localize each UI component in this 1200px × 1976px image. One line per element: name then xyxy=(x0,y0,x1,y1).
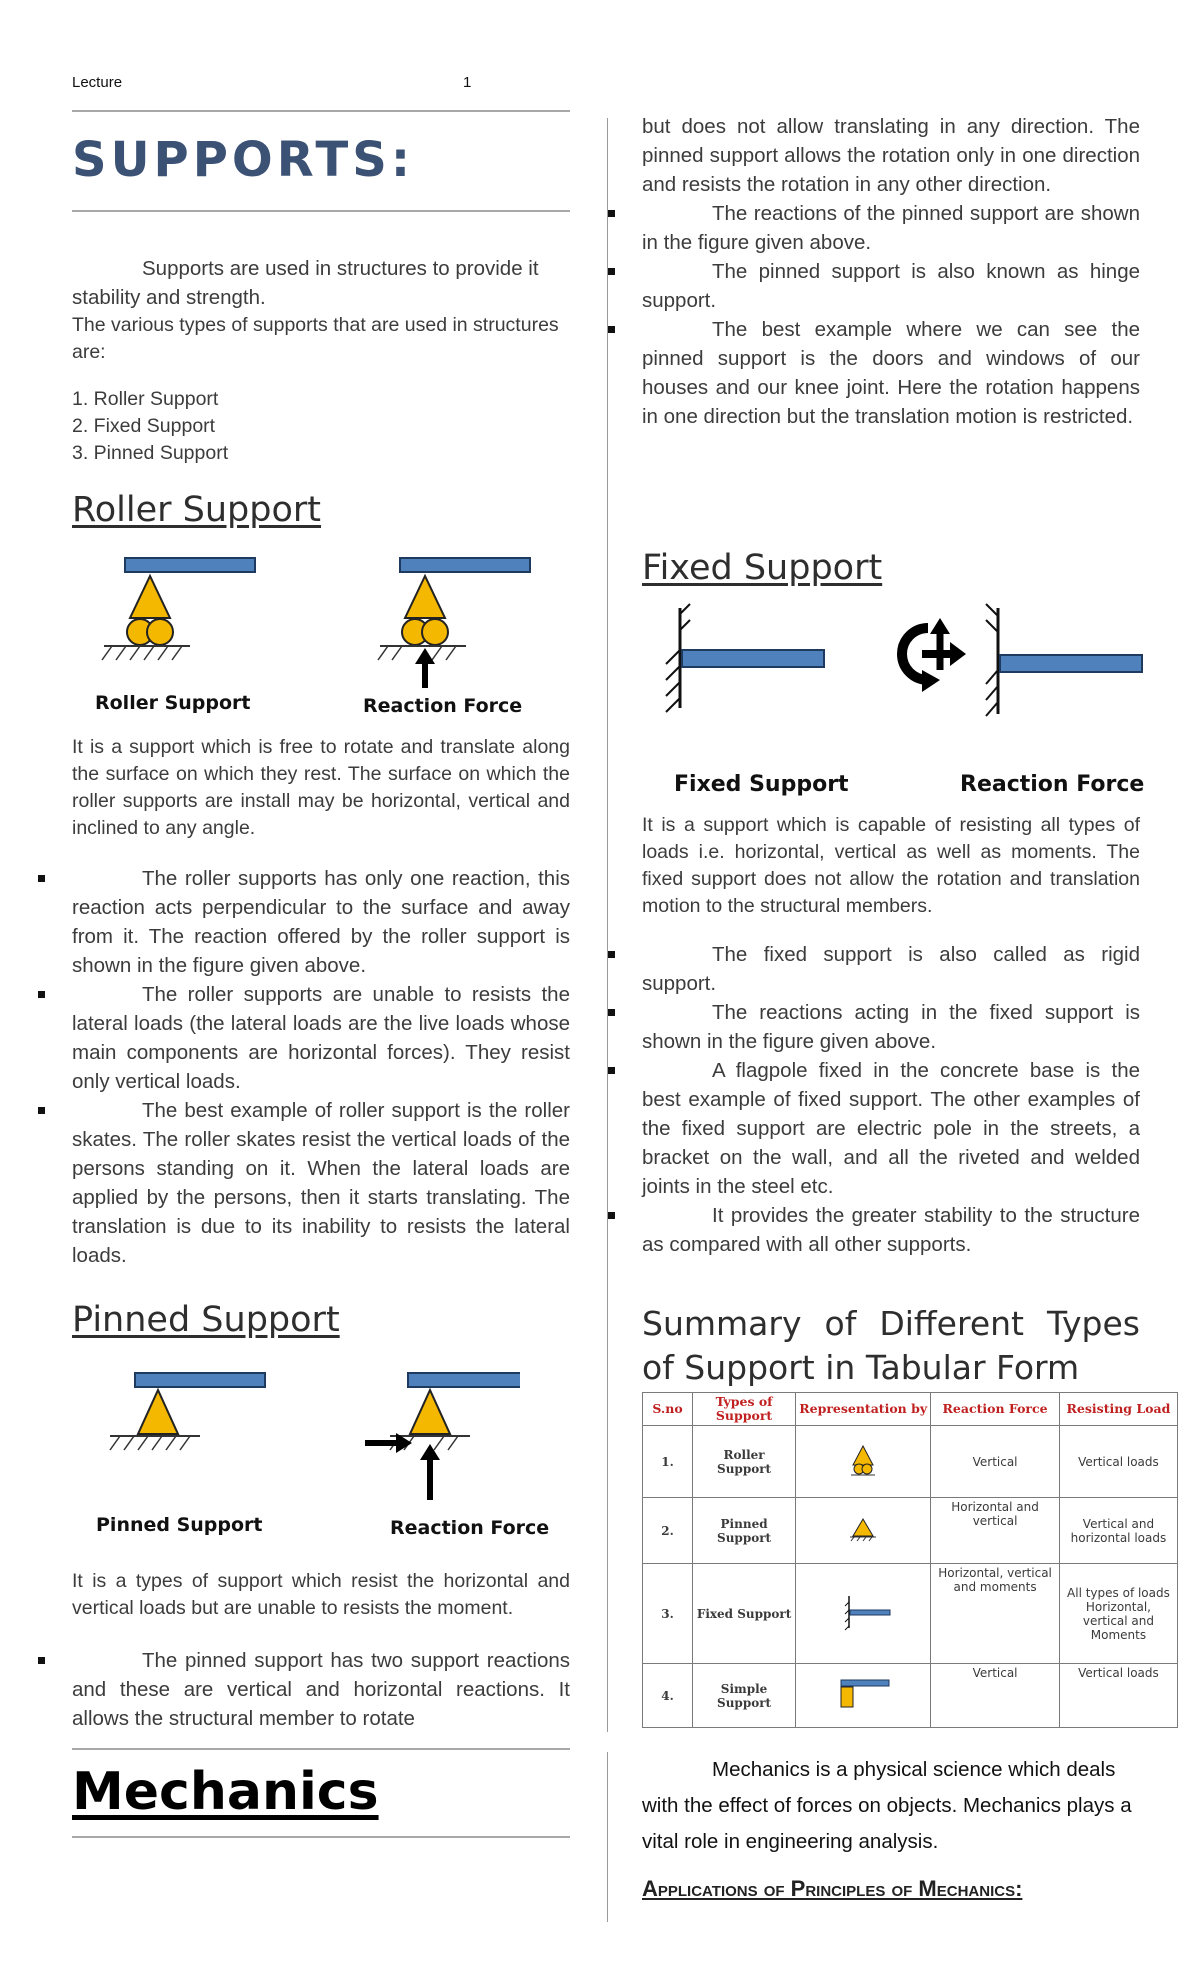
table-header: Types of Support xyxy=(692,1393,795,1426)
summary-table xyxy=(642,1392,1178,1728)
header-label: Lecture xyxy=(72,74,123,91)
table-row: 2. Pinned Support Horizontal and vertical Vertical and horizontal loads xyxy=(643,1498,1178,1564)
applications-heading: Applications of Principles of Mechanics: xyxy=(642,1876,1023,1901)
table-header: Reaction Force xyxy=(931,1393,1060,1426)
roller-caption-right: Reaction Force xyxy=(363,695,523,717)
roller-icon xyxy=(796,1426,931,1498)
roller-heading: Roller Support xyxy=(72,490,322,530)
list-item: The best example of roller support is the roller skates. The roller skates resist the vertical loads of the persons standing on it. When the lateral loads are applied by the persons, then it starts translating. The translation is due to its inability to resists the lateral loads. xyxy=(72,1096,570,1270)
pinned-figure xyxy=(100,1368,520,1518)
fixed-caption-left: Fixed Support xyxy=(674,772,849,797)
table-row: 1. Roller Support Vertical Vertical loads xyxy=(643,1426,1178,1498)
list-item: The roller supports are unable to resists the lateral loads (the lateral loads are the live loads whose main components are horizontal forces). They resist only vertical loads. xyxy=(72,980,570,1096)
pinned-caption-left: Pinned Support xyxy=(96,1514,263,1536)
pinned-icon xyxy=(796,1498,931,1564)
pinned-reaction-diagram xyxy=(365,1373,520,1500)
header-rule xyxy=(72,110,570,112)
column-divider-lower xyxy=(607,1752,608,1922)
fixed-support-diagram xyxy=(666,604,824,712)
summary-heading: Summary of Different Types of Support in Tabular Form xyxy=(642,1304,1140,1387)
pinned-support-diagram xyxy=(110,1373,265,1450)
list-item: The best example where we can see the pinned support is the doors and windows of our houses and our knee joint. Here the rotation happens in one direction but the translation motion is restricted. xyxy=(642,315,1140,431)
page-number: 1 xyxy=(463,74,472,91)
roller-support-diagram xyxy=(102,558,255,660)
roller-bullets xyxy=(72,864,570,1270)
fixed-reaction-diagram xyxy=(902,604,1142,716)
mechanics-paragraph-block xyxy=(642,1752,1142,1860)
fixed-description: It is a support which is capable of resisting all types of loads i.e. horizontal, vertical as well as moments. The fixed support does not allow the rotation and translation motion to the structural members. xyxy=(642,814,1140,917)
list-item: The pinned support is also known as hinge support. xyxy=(642,257,1140,315)
list-item: The pinned support has two support reactions and these are vertical and horizontal reactions. It allows the structural member to rotate xyxy=(72,1646,570,1733)
list-item: 1. Roller Support xyxy=(72,388,219,410)
simple-support-icon xyxy=(796,1664,931,1728)
pinned-continuation: but does not allow translating in any direction. The pinned support allows the rotation only in one direction and resists the rotation in any other direction. xyxy=(642,115,1140,196)
fixed-caption-right: Reaction Force xyxy=(960,772,1145,797)
mechanics-paragraph: Mechanics is a physical science which deals with the effect of forces on objects. Mechanics plays a vital role in engineering analysis. xyxy=(642,1758,1132,1853)
pinned-caption-right: Reaction Force xyxy=(390,1517,550,1539)
table-row: 3. Fixed Support Horizontal, vertical and moments All types of loads Horizontal, vertical and Moments xyxy=(643,1564,1178,1664)
list-item: 2. Fixed Support xyxy=(72,415,216,437)
mechanics-title: Mechanics xyxy=(72,1762,379,1822)
mechanics-rule-bottom xyxy=(72,1836,570,1838)
pinned-continuation-block xyxy=(642,112,1140,431)
list-item: The fixed support is also called as rigid support. xyxy=(642,940,1140,998)
page-title: SUPPORTS: xyxy=(72,132,415,188)
table-header: Resisting Load xyxy=(1059,1393,1177,1426)
list-item: The reactions of the pinned support are shown in the figure given above. xyxy=(642,199,1140,257)
roller-caption-left: Roller Support xyxy=(95,692,251,714)
column-divider xyxy=(607,118,608,1732)
list-item: The roller supports has only one reaction, this reaction acts perpendicular to the surface and away from it. The reaction offered by the roller support is shown in the figure given above. xyxy=(72,864,570,980)
pinned-description: It is a types of support which resist the horizontal and vertical loads but are unable to resists the moment. xyxy=(72,1570,570,1619)
table-row: 4. Simple Support Vertical Vertical loads xyxy=(643,1664,1178,1728)
title-rule xyxy=(72,210,570,212)
fixed-heading: Fixed Support xyxy=(642,548,883,588)
table-header: Representation by xyxy=(796,1393,931,1426)
intro-types-text: The various types of supports that are used in structures are: xyxy=(72,314,559,363)
intro-block xyxy=(72,254,570,467)
intro-paragraph: Supports are used in structures to provide it stability and strength. xyxy=(72,257,539,309)
table-header: S.no xyxy=(643,1393,693,1426)
fixed-bullets xyxy=(642,940,1140,1259)
mechanics-rule-top xyxy=(72,1748,570,1750)
list-item: It provides the greater stability to the structure as compared with all other supports. xyxy=(642,1201,1140,1259)
roller-reaction-diagram xyxy=(378,558,530,688)
fixed-icon xyxy=(796,1564,931,1664)
list-item: A flagpole fixed in the concrete base is the best example of fixed support. The other examples of the fixed support are electric pole in the streets, a bracket on the wall, and all the riveted and welded joints in the steel etc. xyxy=(642,1056,1140,1201)
list-item: 3. Pinned Support xyxy=(72,442,229,464)
pinned-bullet-first xyxy=(72,1646,570,1733)
roller-description: It is a support which is free to rotate and translate along the surface on which they rest. The surface on which the roller supports are install may be horizontal, vertical and inclined to any angle. xyxy=(72,736,570,839)
pinned-heading: Pinned Support xyxy=(72,1300,340,1340)
list-item: The reactions acting in the fixed support is shown in the figure given above. xyxy=(642,998,1140,1056)
fixed-figure xyxy=(660,600,1150,720)
